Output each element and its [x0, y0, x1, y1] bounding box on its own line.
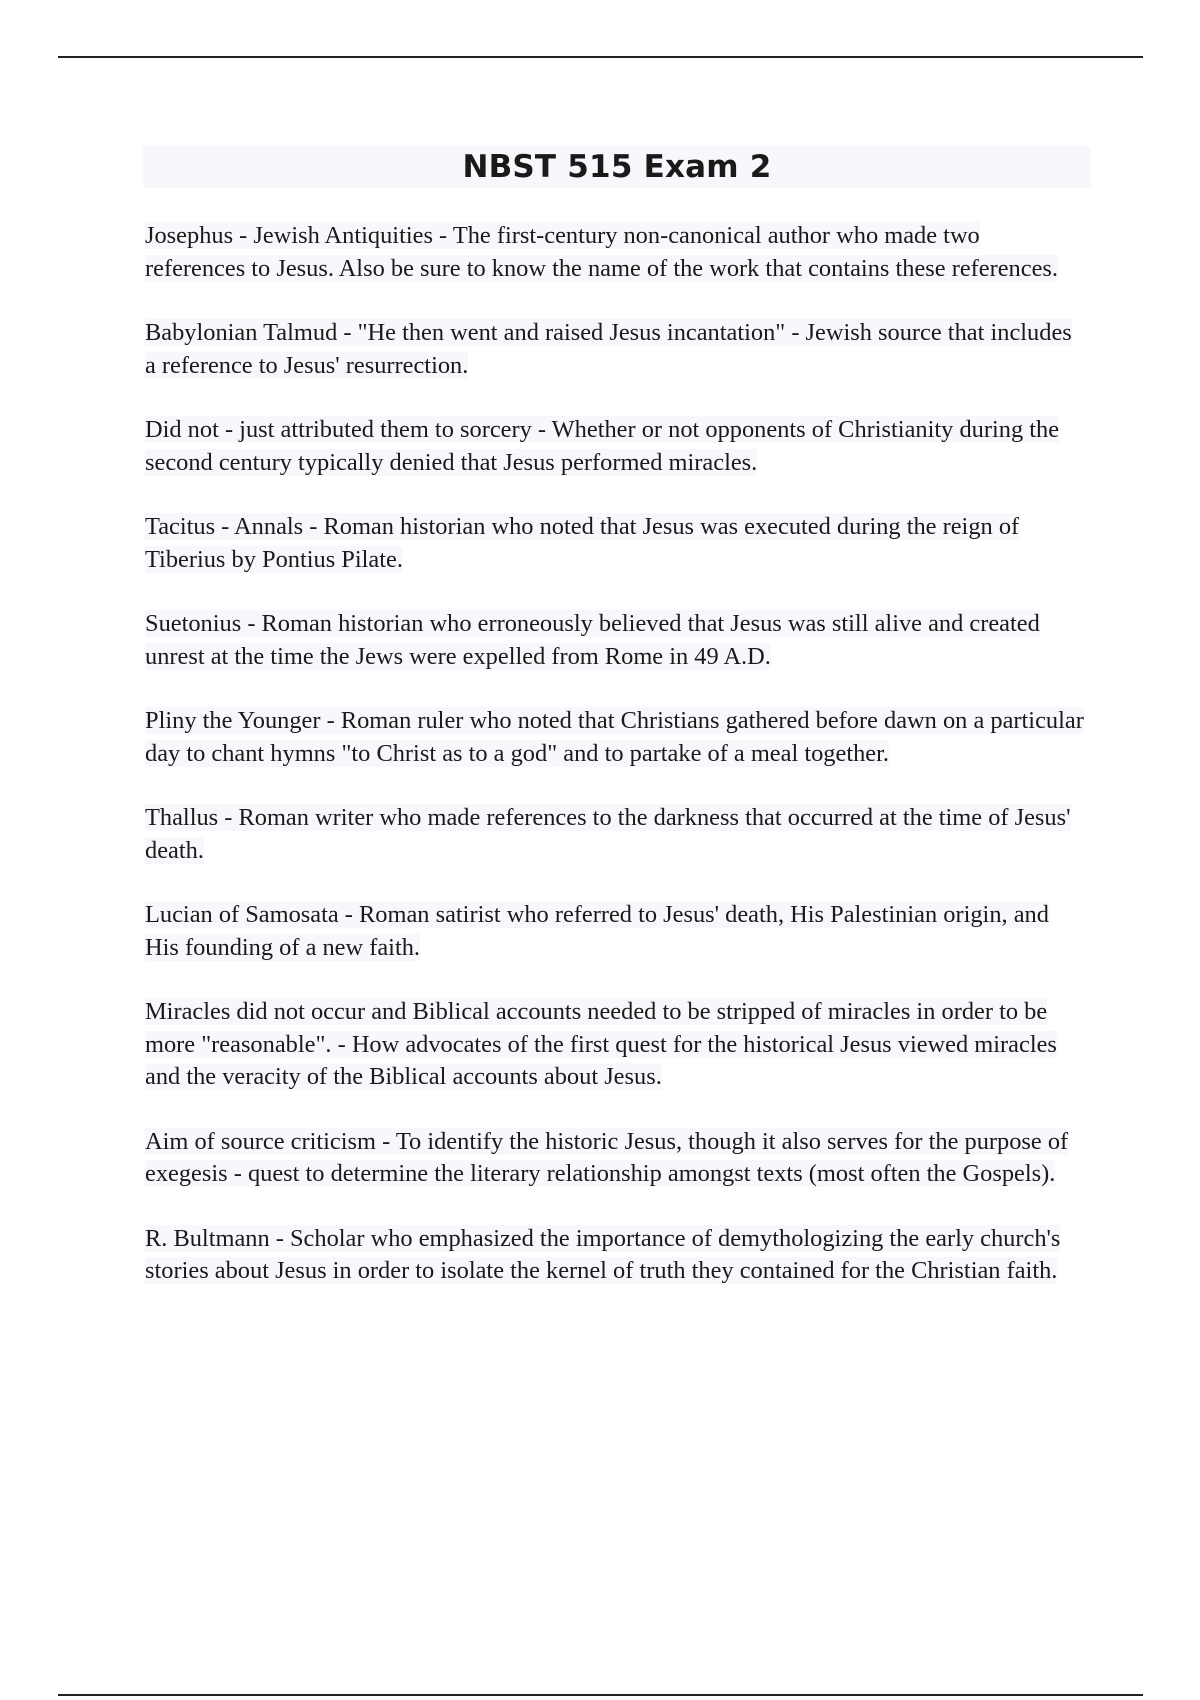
entry-thallus [145, 802, 1085, 867]
entry-text: R. Bultmann - Scholar who emphasized the importance of demythologizing the early church's stories about Jesus in order to isolate the kernel of truth they contained for the Christian faith. [145, 1224, 1061, 1284]
entry-text: Babylonian Talmud - "He then went and raised Jesus incantation" - Jewish source that includes a reference to Jesus' resurrection. [145, 319, 1072, 379]
entry-text: Pliny the Younger - Roman ruler who noted that Christians gathered before dawn on a particular day to chant hymns "to Christ as to a god" and to partake of a meal together. [145, 707, 1084, 767]
bottom-divider [58, 1694, 1143, 1696]
entry-text: Suetonius - Roman historian who erroneously believed that Jesus was still alive and created unrest at the time the Jews were expelled from Rome in 49 A.D. [145, 610, 1040, 670]
entry-josephus [145, 220, 1085, 285]
entry-miracles [145, 996, 1085, 1094]
entry-text: Did not - just attributed them to sorcery - Whether or not opponents of Christianity during the second century typically denied that Jesus performed miracles. [145, 416, 1060, 476]
entry-babylonian-talmud [145, 317, 1085, 382]
top-divider [58, 56, 1143, 58]
entry-text: Josephus - Jewish Antiquities - The first-century non-canonical author who made two references to Jesus. Also be sure to know the name of the work that contains these references. [145, 222, 1058, 282]
entry-bultmann [145, 1223, 1085, 1288]
entry-text: Miracles did not occur and Biblical accounts needed to be stripped of miracles in order to be more "reasonable". - How advocates of the first quest for the historical Jesus viewed miracles and the veracity of the Biblical accounts about Jesus. [145, 998, 1057, 1090]
entry-source-criticism [145, 1126, 1085, 1191]
entry-suetonius [145, 608, 1085, 673]
entry-tacitus [145, 511, 1085, 576]
page-title: NBST 515 Exam 2 [462, 149, 772, 185]
entry-text: Aim of source criticism - To identify the historic Jesus, though it also serves for the purpose of exegesis - quest to determine the literary relationship amongst texts (most often the Gospels). [145, 1127, 1069, 1187]
entry-text: Lucian of Samosata - Roman satirist who referred to Jesus' death, His Palestinian origin, and His founding of a new faith. [145, 901, 1049, 961]
entry-did-not [145, 414, 1085, 479]
title-band [143, 146, 1091, 188]
entry-list [145, 220, 1085, 1320]
entry-pliny [145, 705, 1085, 770]
entry-text: Tacitus - Annals - Roman historian who noted that Jesus was executed during the reign of Tiberius by Pontius Pilate. [145, 513, 1020, 573]
entry-text: Thallus - Roman writer who made references to the darkness that occurred at the time of Jesus' death. [145, 804, 1071, 864]
entry-lucian [145, 899, 1085, 964]
